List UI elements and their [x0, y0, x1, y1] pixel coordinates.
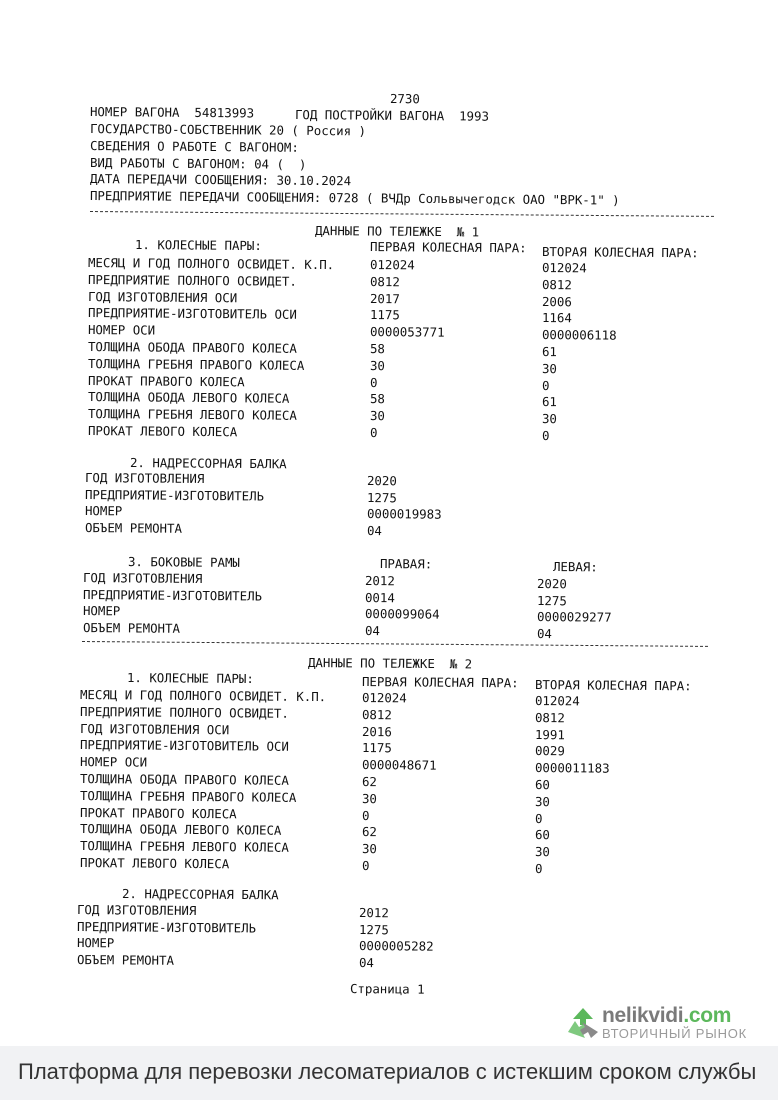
row-value: 2016	[361, 723, 392, 739]
row-value: 2006	[541, 293, 572, 309]
state-owner: ГОСУДАРСТВО-СОБСТВЕННИК 20 ( Россия )	[89, 121, 367, 139]
row-value: 0	[534, 861, 543, 877]
row-value: 58	[369, 341, 385, 357]
row-label: ТОЛЩИНА ГРЕБНЯ ЛЕВОГО КОЛЕСА	[87, 406, 297, 424]
row-value: 30	[361, 790, 377, 806]
row-value: 04	[364, 622, 380, 638]
row-value: 0014	[364, 589, 395, 605]
row-value: 30	[369, 357, 385, 373]
row-label: ГОД ИЗГОТОВЛЕНИЯ	[84, 470, 205, 487]
row-value: 012024	[369, 257, 415, 273]
row-label: ПРЕДПРИЯТИЕ-ИЗГОТОВИТЕЛЬ ОСИ	[87, 305, 297, 323]
row-label: ГОД ИЗГОТОВЛЕНИЯ	[82, 570, 203, 587]
row-label: ПРОКАТ ЛЕВОГО КОЛЕСА	[87, 423, 237, 440]
row-label: ТОЛЩИНА ГРЕБНЯ ЛЕВОГО КОЛЕСА	[79, 838, 289, 856]
row-label: ПРЕДПРИЯТИЕ ПОЛНОГО ОСВИДЕТ.	[79, 703, 289, 721]
row-value: 0	[369, 374, 378, 390]
row-value: 0000048671	[361, 757, 437, 773]
row-label: ПРОКАТ ПРАВОГО КОЛЕСА	[79, 804, 237, 821]
row-value: 2020	[366, 473, 397, 489]
row-value: 62	[361, 824, 377, 840]
bogie2-title: ДАННЫЕ ПО ТЕЛЕЖКЕ № 2	[307, 655, 473, 672]
row-value: 0	[369, 425, 378, 441]
row-value: 30	[369, 408, 385, 424]
row-value: 30	[541, 360, 557, 376]
row-label: ГОД ИЗГОТОВЛЕНИЯ ОСИ	[87, 288, 238, 305]
row-label: ГОД ИЗГОТОВЛЕНИЯ	[76, 902, 197, 919]
row-value: 0812	[534, 709, 565, 726]
row-label: НОМЕР ОСИ	[87, 322, 156, 338]
row-value: 58	[369, 391, 385, 407]
row-value: 1275	[536, 592, 567, 608]
row-label: НОМЕР	[82, 603, 121, 619]
row-label: ОБЪЕМ РЕМОНТА	[82, 619, 180, 636]
row-value: 0000005282	[358, 938, 434, 954]
separator-line	[90, 211, 714, 217]
row-value: 0	[541, 377, 550, 393]
row-label: ТОЛЩИНА ОБОДА ПРАВОГО КОЛЕСА	[79, 771, 289, 788]
row-label: ТОЛЩИНА ОБОДА ЛЕВОГО КОЛЕСА	[79, 821, 282, 839]
row-value: 2020	[536, 576, 567, 592]
caption-bar	[0, 1046, 778, 1100]
row-label: НОМЕР	[76, 935, 115, 951]
row-value: 0000099064	[364, 606, 440, 622]
bogie1-col-second: ВТОРАЯ КОЛЕСНАЯ ПАРА:	[541, 244, 699, 261]
row-label: ОБЪЕМ РЕМОНТА	[76, 951, 174, 968]
row-value: 62	[361, 774, 377, 790]
row-value: 0	[361, 858, 370, 874]
row-value: 1175	[361, 740, 392, 756]
row-value: 0000011183	[534, 760, 610, 776]
bogie1-col-first: ПЕРВАЯ КОЛЕСНАЯ ПАРА:	[369, 239, 527, 256]
row-value: 0029	[534, 743, 565, 759]
row-label: ПРЕДПРИЯТИЕ-ИЗГОТОВИТЕЛЬ	[76, 918, 257, 936]
row-label: ОБЪЕМ РЕМОНТА	[84, 519, 182, 536]
build-year: ГОД ПОСТРОЙКИ ВАГОНА 1993	[294, 107, 490, 124]
row-value: 0812	[541, 276, 572, 293]
bogie1-wheelsets-heading: 1. КОЛЕСНЫЕ ПАРЫ:	[134, 237, 262, 254]
row-label: ТОЛЩИНА ОБОДА ЛЕВОГО КОЛЕСА	[87, 389, 290, 407]
row-value: 04	[536, 625, 552, 641]
caption-text: Платформа для перевозки лесоматериалов с истекшим сроком службы	[18, 1059, 757, 1084]
row-value: 0	[541, 428, 550, 444]
row-value: 0000019983	[366, 506, 442, 522]
row-label: МЕСЯЦ И ГОД ПОЛНОГО ОСВИДЕТ. К.П.	[87, 255, 335, 273]
watermark-brand-text: nelikvidi	[602, 1004, 684, 1027]
row-value: 30	[534, 793, 550, 809]
row-label: ПРЕДПРИЯТИЕ-ИЗГОТОВИТЕЛЬ ОСИ	[79, 737, 289, 755]
row-value: 30	[534, 844, 550, 860]
row-label: НОМЕР	[84, 503, 123, 519]
watermark-brand	[602, 1004, 731, 1028]
bogie1-bolster-heading: 2. НАДРЕССОРНАЯ БАЛКА	[129, 455, 287, 472]
transfer-enterprise: ПРЕДПРИЯТИЕ ПЕРЕДАЧИ СООБЩЕНИЯ: 0728 ( ВЧДр Сольвычегодск ОАО "ВРК-1" )	[89, 188, 620, 208]
row-value: 61	[541, 344, 557, 360]
row-value: 0	[534, 810, 543, 826]
row-label: ТОЛЩИНА ГРЕБНЯ ПРАВОГО КОЛЕСА	[79, 787, 297, 805]
watermark-brand-accent: .com	[683, 1004, 732, 1027]
bogie1-frames-left-col: ЛЕВАЯ:	[552, 559, 598, 575]
row-label: ПРОКАТ ПРАВОГО КОЛЕСА	[87, 372, 245, 389]
row-value: 012024	[534, 693, 580, 709]
row-value: 60	[534, 827, 550, 843]
separator-line	[82, 641, 708, 647]
watermark-logo	[566, 1004, 766, 1044]
row-value: 0812	[369, 273, 400, 290]
row-value: 1991	[534, 726, 565, 742]
row-value: 04	[366, 522, 382, 538]
row-value: 0000006118	[541, 327, 617, 343]
row-label: МЕСЯЦ И ГОД ПОЛНОГО ОСВИДЕТ. К.П.	[79, 687, 327, 705]
bogie1-frames-right-col: ПРАВАЯ:	[379, 556, 433, 572]
transfer-date: ДАТА ПЕРЕДАЧИ СООБЩЕНИЯ: 30.10.2024	[89, 171, 352, 189]
row-label: ГОД ИЗГОТОВЛЕНИЯ ОСИ	[79, 720, 230, 737]
row-value: 61	[541, 394, 557, 410]
row-label: ПРОКАТ ЛЕВОГО КОЛЕСА	[79, 855, 229, 872]
row-value: 60	[534, 777, 550, 793]
bogie1-title: ДАННЫЕ ПО ТЕЛЕЖКЕ № 1	[314, 223, 480, 240]
row-label: ТОЛЩИНА ГРЕБНЯ ПРАВОГО КОЛЕСА	[87, 355, 305, 373]
row-label: ПРЕДПРИЯТИЕ-ИЗГОТОВИТЕЛЬ	[82, 586, 263, 604]
row-value: 1164	[541, 310, 572, 326]
recycle-icon	[566, 1006, 600, 1040]
row-value: 012024	[361, 690, 407, 706]
row-value: 04	[358, 954, 374, 970]
row-value: 0	[361, 807, 370, 823]
page-footer: Страница 1	[349, 981, 425, 997]
row-value: 2017	[369, 290, 400, 306]
row-value: 2012	[358, 905, 389, 921]
bogie1-frames-heading: 3. БОКОВЫЕ РАМЫ	[127, 554, 240, 570]
row-label: НОМЕР ОСИ	[79, 754, 148, 770]
row-label: ПРЕДПРИЯТИЕ ПОЛНОГО ОСВИДЕТ.	[87, 271, 297, 289]
work-type: ВИД РАБОТЫ С ВАГОНОМ: 04 ( )	[89, 155, 307, 172]
row-value: 30	[541, 411, 557, 427]
row-value: 0000029277	[536, 609, 612, 625]
row-value: 30	[361, 841, 377, 857]
row-label: ПРЕДПРИЯТИЕ-ИЗГОТОВИТЕЛЬ	[84, 486, 265, 504]
row-value: 0812	[361, 706, 392, 723]
row-label: ТОЛЩИНА ОБОДА ПРАВОГО КОЛЕСА	[87, 339, 297, 356]
row-value: 1275	[366, 489, 397, 505]
row-value: 1275	[358, 921, 389, 937]
row-value: 012024	[541, 260, 587, 276]
work-info: СВЕДЕНИЯ О РАБОТЕ С ВАГОНОМ:	[89, 138, 299, 155]
row-value: 0000053771	[369, 324, 445, 340]
watermark-tagline: ВТОРИЧНЫЙ РЫНОК	[602, 1026, 748, 1041]
page-number: 2730	[389, 91, 420, 107]
bogie2-col-first: ПЕРВАЯ КОЛЕСНАЯ ПАРА:	[361, 674, 519, 691]
wagon-number: НОМЕР ВАГОНА 54813993	[89, 104, 255, 121]
bogie2-col-second: ВТОРАЯ КОЛЕСНАЯ ПАРА:	[534, 677, 692, 694]
row-value: 2012	[364, 573, 395, 589]
bogie2-wheelsets-heading: 1. КОЛЕСНЫЕ ПАРЫ:	[126, 670, 254, 687]
bogie2-bolster-heading: 2. НАДРЕССОРНАЯ БАЛКА	[121, 886, 279, 903]
row-value: 1175	[369, 307, 400, 323]
